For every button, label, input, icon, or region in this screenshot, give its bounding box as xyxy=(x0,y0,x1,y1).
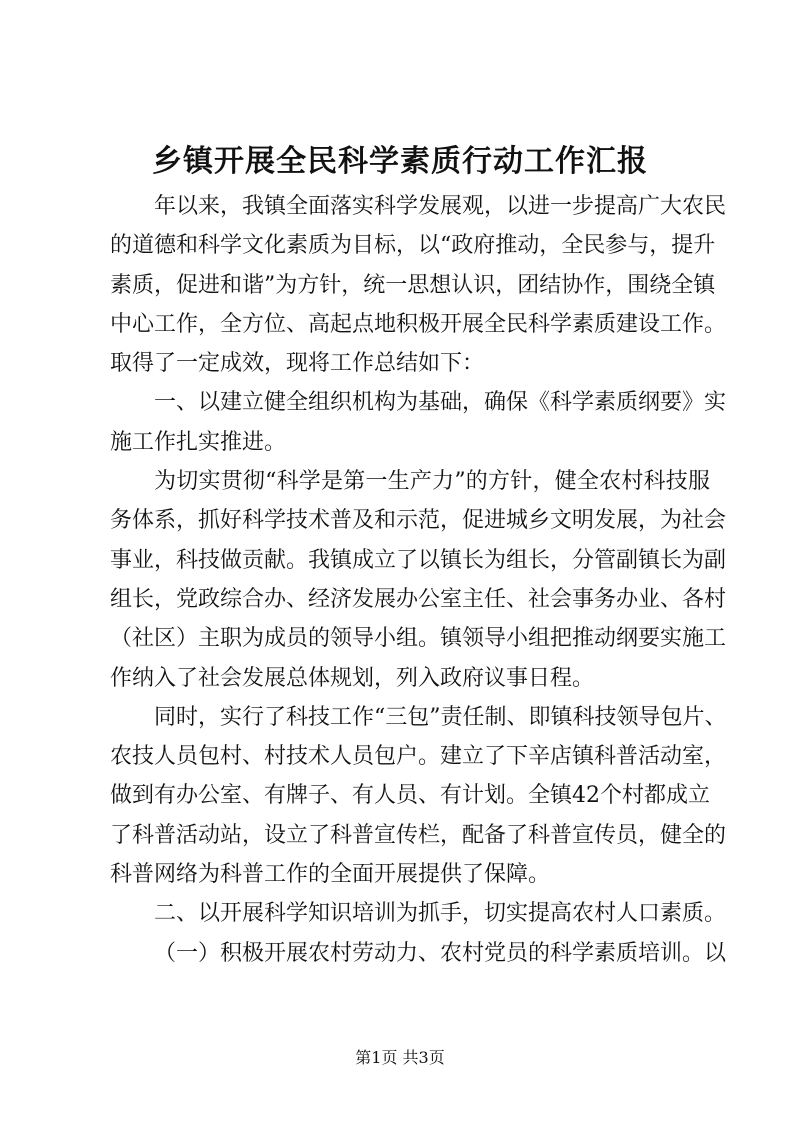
page-footer: 第1页 共3页 xyxy=(355,1048,445,1067)
paragraph-line: 同时，实行了科技工作“三包”责任制、即镇科技领导包片、 xyxy=(154,704,727,730)
paragraph-line: 为切实贯彻“科学是第一生产力”的方针，健全农村科技服 xyxy=(154,469,710,495)
paragraph-line: 作纳入了社会发展总体规划，列入政府议事日程。 xyxy=(110,665,595,691)
paragraph-line: 科普网络为科普工作的全面开展提供了保障。 xyxy=(110,862,551,888)
section-heading-line: 二、以开展科学知识培训为抓手，切实提高农村人口素质。 xyxy=(154,901,727,927)
paragraph-line: 农技人员包村、村技术人员包户。建立了下辛店镇科普活动室， xyxy=(110,744,727,770)
paragraph-line: 素质，促进和谐”为方针，统一思想认识，团结协作，围绕全镇 xyxy=(110,272,716,298)
paragraph-line: 取得了一定成效，现将工作总结如下： xyxy=(110,351,485,377)
paragraph-line: 了科普活动站，设立了科普宣传栏，配备了科普宣传员，健全的 xyxy=(110,822,727,848)
section-heading-line: 施工作扎实推进。 xyxy=(110,429,287,455)
subsection-heading-line: （一）积极开展农村劳动力、农村党员的科学素质培训。以 xyxy=(154,940,727,966)
paragraph-line: 组长，党政综合办、经济发展办公室主任、社会事务办业、各村 xyxy=(110,586,727,612)
paragraph-line: 务体系，抓好科学技术普及和示范，促进城乡文明发展，为社会 xyxy=(110,508,727,534)
paragraph-line: 事业，科技做贡献。我镇成立了以镇长为组长，分管副镇长为副 xyxy=(110,547,727,573)
document-body xyxy=(110,187,727,973)
paragraph-line: 的道德和科学文化素质为目标，以“政府推动，全民参与，提升 xyxy=(110,233,716,259)
paragraph-line: 年以来，我镇全面落实科学发展观，以进一步提高广大农民 xyxy=(154,194,727,219)
paragraph-line: 中心工作，全方位、高起点地积极开展全民科学素质建设工作。 xyxy=(110,311,727,337)
paragraph-line: （社区）主职为成员的领导小组。镇领导小组把推动纲要实施工 xyxy=(110,626,727,652)
paragraph-line: 做到有办公室、有牌子、有人员、有计划。全镇42个村都成立 xyxy=(110,783,710,809)
section-heading-line: 一、以建立健全组织机构为基础，确保《科学素质纲要》实 xyxy=(154,390,727,416)
document-title: 乡镇开展全民科学素质行动工作汇报 xyxy=(152,144,648,179)
